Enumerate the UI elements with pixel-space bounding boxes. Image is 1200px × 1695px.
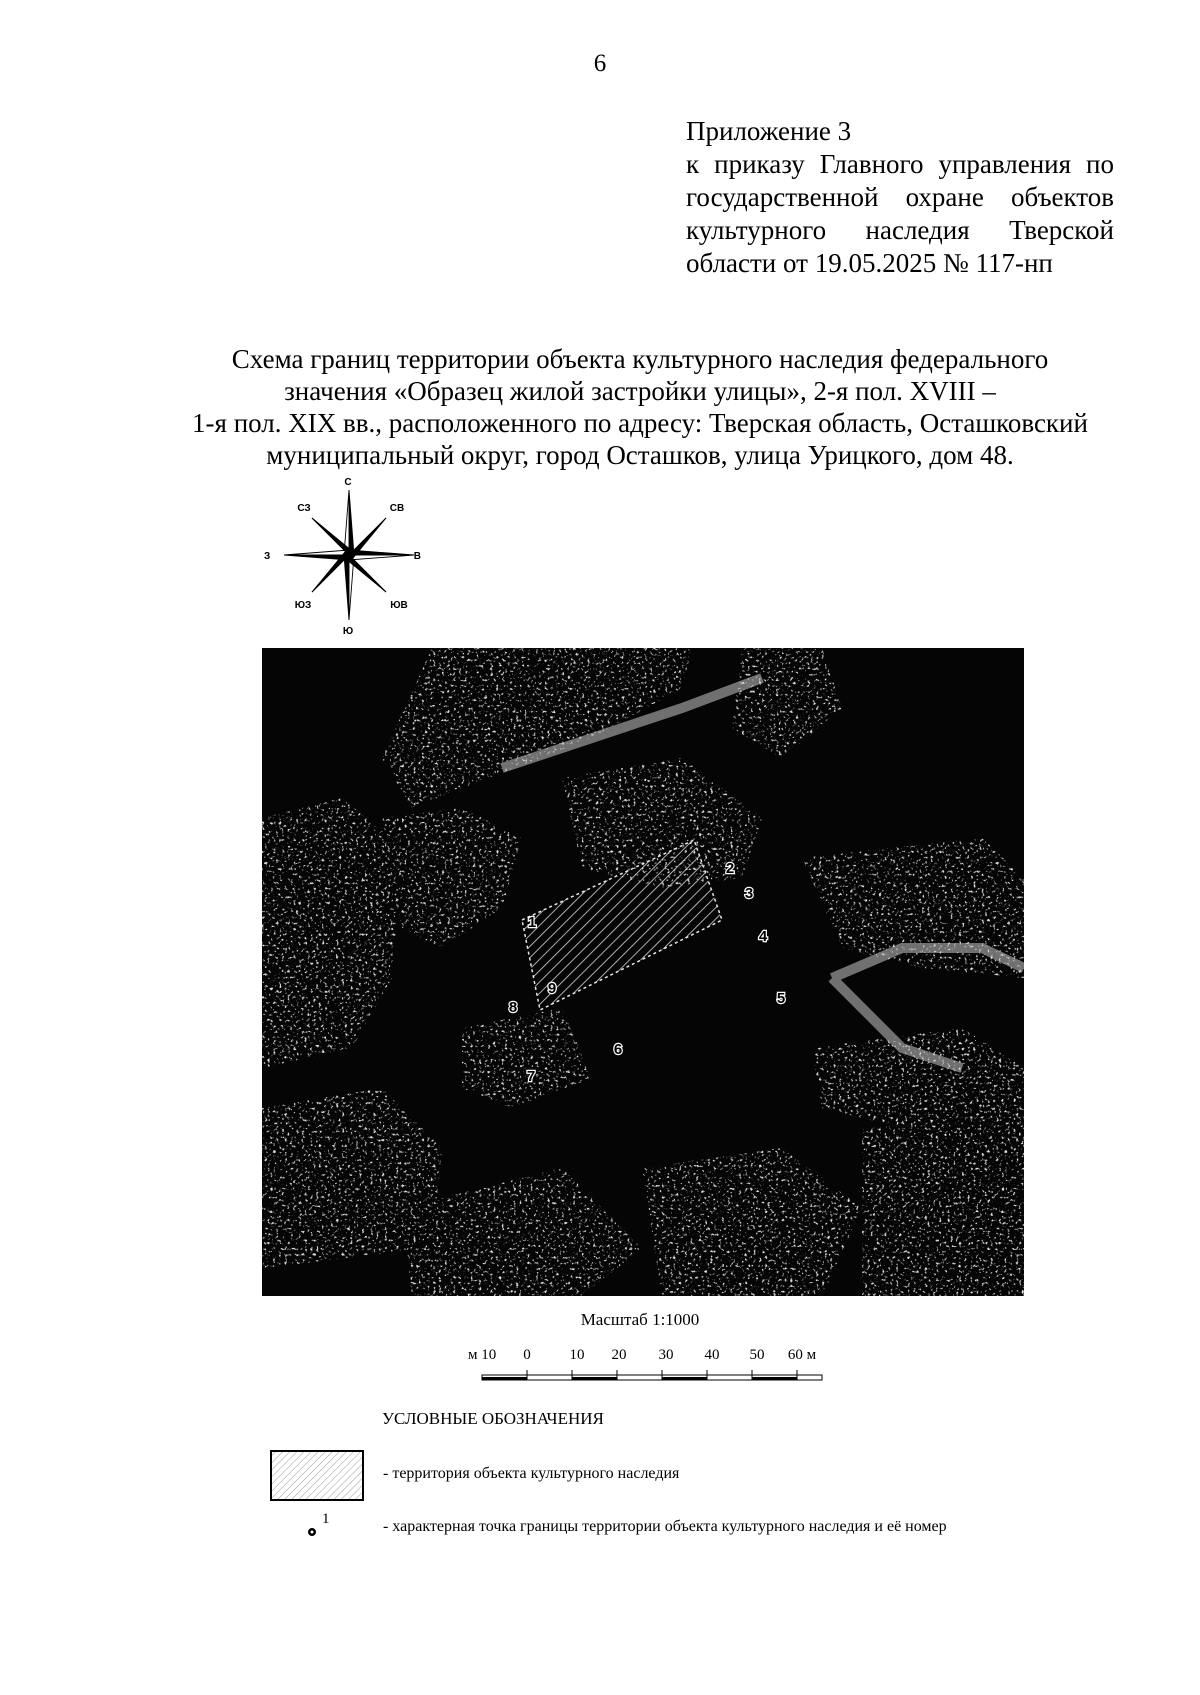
title-line-3: 1-я пол. XIX вв., расположенного по адресу: Тверская область, Осташковский	[192, 408, 1088, 438]
compass-ne: СВ	[389, 503, 405, 514]
compass-sw: ЮЗ	[294, 600, 312, 611]
title-line-2: значения «Образец жилой застройки улицы», 2-я пол. XVIII –	[284, 376, 996, 406]
boundary-point-4-label: 4	[758, 928, 768, 945]
boundary-point-8-label: 8	[508, 999, 518, 1016]
appendix-line-2: к приказу Главного управления по	[686, 149, 1114, 179]
legend-item-boundary-point: - характерная точка границы территории объекта культурного наследия и её номер	[383, 1518, 947, 1535]
boundary-point-9-label: 9	[547, 980, 557, 997]
scale-tick-30: 30	[658, 1347, 674, 1363]
compass-e: В	[413, 551, 421, 562]
scale-bar	[462, 1345, 832, 1385]
page-number: 6	[593, 50, 607, 77]
boundary-point-6-label: 6	[613, 1041, 623, 1058]
document-title	[150, 343, 1130, 471]
scale-title: Масштаб 1:1000	[580, 1310, 700, 1329]
boundary-point-5-label: 5	[776, 990, 786, 1007]
appendix-line-4: культурного наследия Тверской	[686, 215, 1114, 245]
scale-tick-m10: м 10	[468, 1347, 497, 1363]
boundary-point-1-label: 1	[527, 914, 537, 931]
compass-n: С	[344, 477, 352, 488]
scale-tick-10: 10	[569, 1347, 585, 1363]
boundary-point-7-label: 7	[526, 1068, 536, 1085]
legend-item-territory: - территория объекта культурного наследия	[383, 1465, 680, 1482]
aerial-map	[262, 648, 1024, 1296]
legend-title: УСЛОВНЫЕ ОБОЗНАЧЕНИЯ	[382, 1409, 604, 1428]
title-line-1: Схема границ территории объекта культурного наследия федерального	[231, 344, 1049, 374]
legend-point-number: 1	[322, 1511, 330, 1527]
compass-se: ЮВ	[390, 600, 408, 611]
appendix-line-1: Приложение 3	[686, 116, 852, 146]
boundary-point-2-label: 2	[725, 860, 735, 877]
compass-w: З	[264, 551, 271, 562]
appendix-line-3: государственной охране объектов	[686, 182, 1114, 212]
legend-territory-swatch	[270, 1450, 364, 1501]
boundary-point-3-label: 3	[744, 885, 754, 902]
scale-tick-40: 40	[704, 1347, 720, 1363]
scale-tick-0: 0	[523, 1347, 531, 1363]
scale-tick-60: 60 м	[787, 1347, 817, 1363]
compass-s: Ю	[342, 626, 354, 635]
scale-tick-20: 20	[611, 1347, 627, 1363]
legend-boundary-point-icon	[304, 1511, 334, 1541]
scale-tick-50: 50	[749, 1347, 765, 1363]
compass-nw: СЗ	[297, 503, 311, 514]
appendix-header	[686, 115, 1114, 280]
compass-rose-icon	[262, 475, 422, 635]
title-line-4: муниципальный округ, город Осташков, улица Урицкого, дом 48.	[266, 440, 1014, 470]
appendix-line-5: области от 19.05.2025 № 117-нп	[686, 248, 1053, 278]
